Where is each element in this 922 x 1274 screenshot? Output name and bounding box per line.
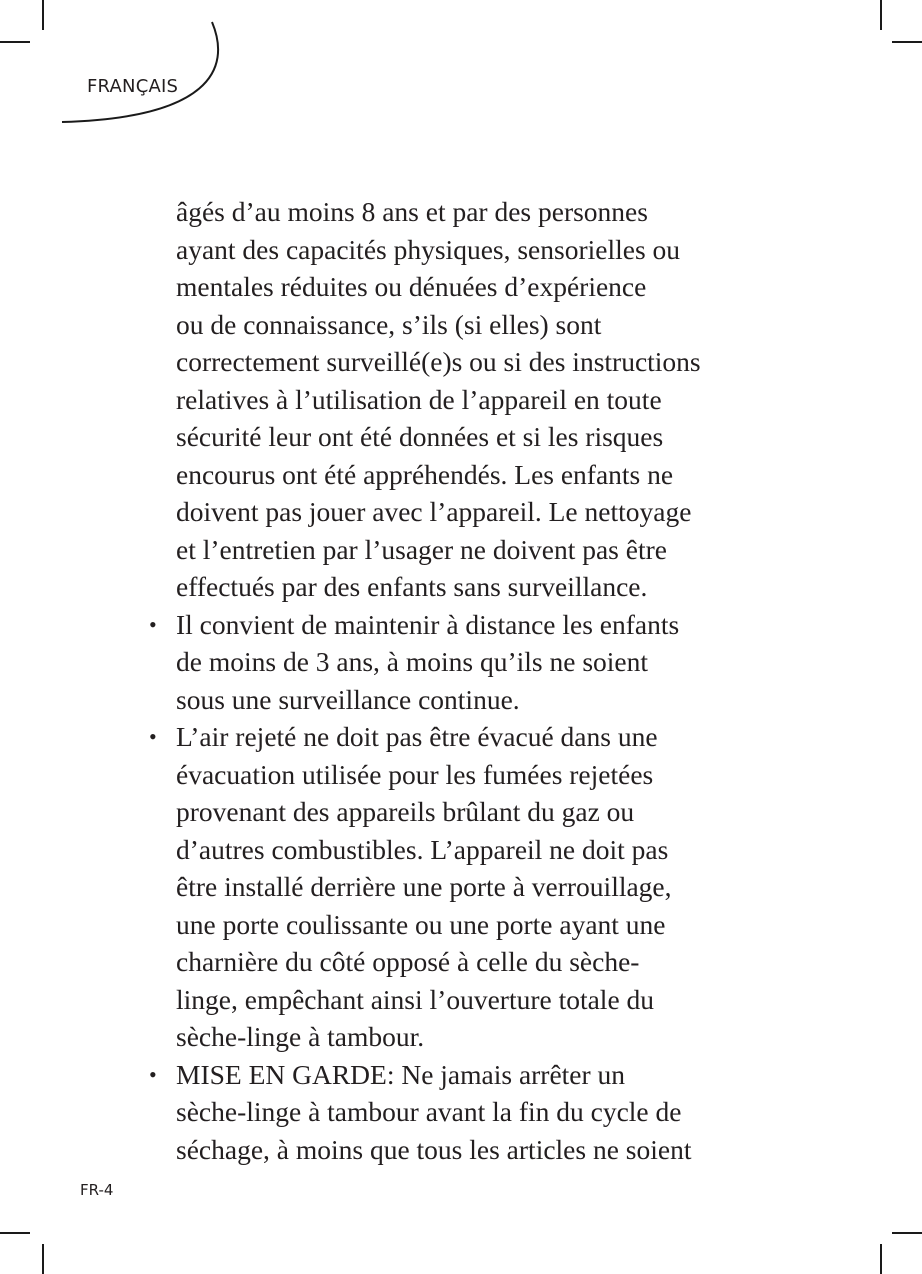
text-line: mentales réduites ou dénuées d’expérience: [176, 271, 647, 302]
text-line: être installé derrière une porte à verrouillage,: [176, 871, 672, 902]
text-line: L’air rejeté ne doit pas être évacué dans une: [176, 721, 658, 752]
text-line: et l’entretien par l’usager ne doivent pas être: [176, 533, 667, 565]
text-line: ayant des capacités physiques, sensorielles ou: [176, 233, 681, 265]
text-line: encourus ont été appréhendés. Les enfants ne: [176, 458, 674, 490]
crop-mark: [42, 1244, 44, 1274]
bullet-icon: •: [149, 611, 157, 637]
text-line: de moins de 3 ans, à moins qu’ils ne soient: [176, 646, 649, 677]
text-line: doivent pas jouer avec l’appareil. Le nettoyage: [176, 496, 692, 527]
text-line: évacuation utilisée pour les fumées rejetées: [176, 758, 654, 790]
text-line: sèche-linge à tambour.: [176, 1021, 425, 1052]
text-line: séchage, à moins que tous les articles ne soient: [176, 1133, 692, 1165]
text-line: MISE EN GARDE: Ne jamais arrêter un: [176, 1058, 626, 1090]
text-line: d’autres combustibles. L’appareil ne doit pas: [176, 833, 669, 865]
intro-paragraph: [176, 193, 796, 606]
text-line: correctement surveillé(e)s ou si des instructions: [176, 346, 701, 377]
text-line: ou de connaissance, s’ils (si elles) sont: [176, 308, 602, 340]
text-line: provenant des appareils brûlant du gaz ou: [176, 796, 635, 827]
header-arc: [0, 0, 240, 140]
text-line: linge, empêchant ainsi l’ouverture totale du: [176, 983, 655, 1015]
bullet-item-exhaust-air: [149, 718, 796, 1056]
crop-mark: [880, 0, 882, 30]
page-number: FR-4: [80, 1181, 114, 1199]
bullet-icon: •: [149, 1061, 157, 1087]
crop-mark: [892, 41, 922, 43]
document-body: [149, 193, 796, 1168]
bullet-icon: •: [149, 724, 157, 749]
bullet-item-warning: [149, 1056, 796, 1169]
text-line: sécurité leur ont été données et si les risques: [176, 421, 664, 452]
text-line: sèche-linge à tambour avant la fin du cycle de: [176, 1096, 682, 1127]
text-line: charnière du côté opposé à celle du sèche-: [176, 946, 640, 977]
text-line: une porte coulissante ou une porte ayant une: [176, 908, 666, 940]
bullet-item-children-distance: [149, 606, 796, 719]
crop-mark: [0, 1232, 30, 1234]
language-label: FRANÇAIS: [87, 76, 179, 97]
crop-mark: [880, 1244, 882, 1274]
text-line: effectués par des enfants sans surveillance.: [176, 571, 648, 602]
crop-mark: [892, 1232, 922, 1234]
text-line: Il convient de maintenir à distance les enfants: [176, 608, 680, 640]
text-line: relatives à l’utilisation de l’appareil en toute: [176, 383, 662, 415]
text-line: âgés d’au moins 8 ans et par des personnes: [176, 196, 648, 227]
text-line: sous une surveillance continue.: [176, 683, 520, 715]
